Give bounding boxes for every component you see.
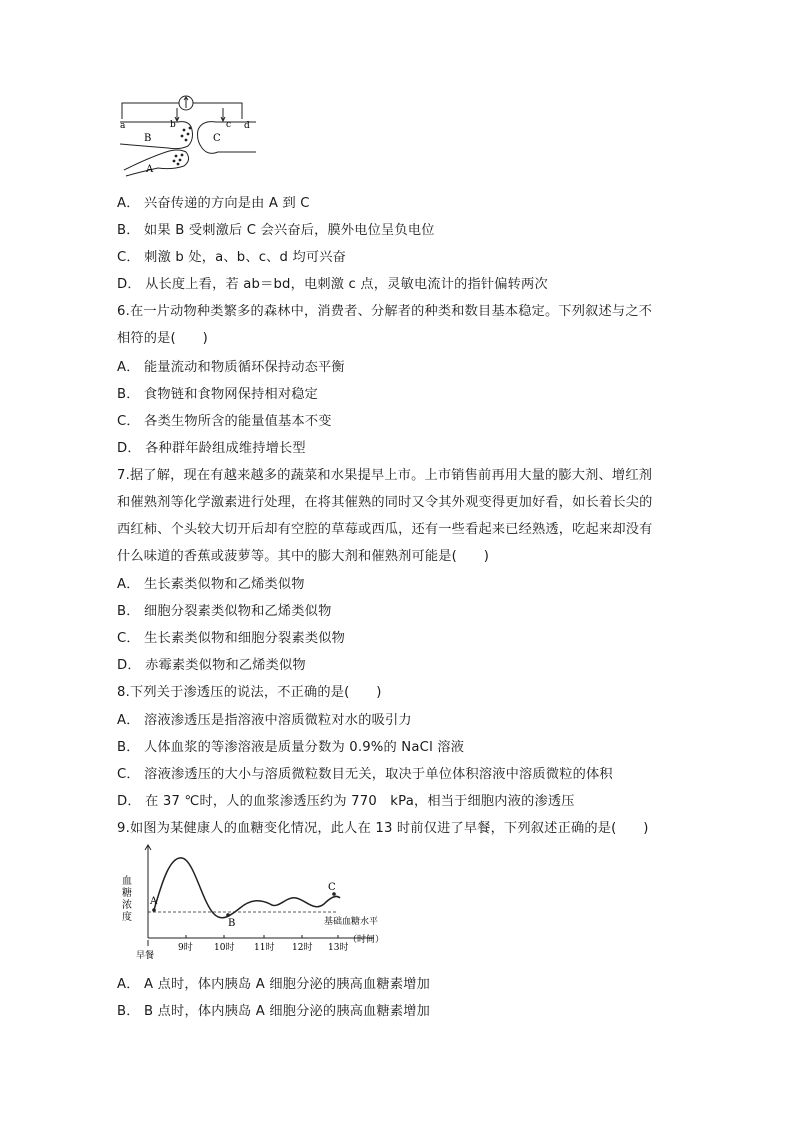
q8-stem: 8.下列关于渗透压的说法，不正确的是( ): [117, 685, 382, 700]
q7-stem-line2: 和催熟剂等化学激素进行处理，在将其催熟的同时又令其外观变得更加好看，如长着长尖的: [117, 495, 653, 510]
label-B: B: [144, 133, 152, 144]
q8-option-a: A． 溶液渗透压是指溶液中溶质微粒对水的吸引力: [117, 713, 412, 728]
point-c-label: C: [328, 882, 336, 893]
glucose-curve: [154, 858, 340, 918]
blood-glucose-figure: [118, 842, 398, 962]
q5-option-b: B． 如果 B 受刺激后 C 会兴奋后，膜外电位呈负电位: [117, 223, 435, 238]
q7-stem-line1: 7.据了解，现在有越来越多的蔬菜和水果提早上市。上市销售前再用大量的膨大剂、增红剂: [117, 468, 653, 483]
ylabel-3: 浓: [122, 900, 132, 911]
q7-stem-line4: 什么味道的香蕉或菠萝等。其中的膨大剂和催熟剂可能是( ): [117, 549, 490, 564]
tick-10: 10时: [214, 943, 235, 953]
q8-option-c: C． 溶液渗透压的大小与溶质微粒数目无关，取决于单位体积溶液中溶质微粒的体积: [117, 767, 613, 782]
q7-option-b: B． 细胞分裂素类似物和乙烯类似物: [117, 604, 332, 619]
label-A: A: [146, 164, 154, 175]
q6-option-d: D． 各种群年龄组成维持增长型: [117, 441, 306, 456]
q5-option-c: C． 刺激 b 处，a、b、c、d 均可兴奋: [117, 250, 347, 265]
ylabel-2: 糖: [122, 888, 132, 899]
synapse-diagram: [118, 94, 258, 178]
point-b-marker: [226, 913, 230, 917]
x-unit-label: （时间）: [348, 935, 385, 945]
q9-option-a: A． A 点时，体内胰岛 A 细胞分泌的胰高血糖素增加: [117, 977, 430, 992]
tick-9: 9时: [178, 943, 193, 953]
q9-stem: 9.如图为某健康人的血糖变化情况，此人在 13 时前仅进了早餐，下列叙述正确的是( ): [117, 821, 649, 836]
q7-option-d: D． 赤霉素类似物和乙烯类似物: [117, 658, 306, 673]
point-b-label: B: [228, 918, 236, 929]
q6-stem-line2: 相符的是( ): [117, 331, 209, 346]
point-a-label: A: [150, 896, 158, 907]
q6-option-a: A． 能量流动和物质循环保持动态平衡: [117, 360, 345, 375]
q5-option-a: A． 兴奋传递的方向是由 A 到 C: [117, 196, 310, 211]
breakfast-label: 早餐: [136, 951, 155, 961]
label-d: d: [244, 121, 250, 131]
q7-option-a: A． 生长素类似物和乙烯类似物: [117, 577, 305, 592]
q7-option-c: C． 生长素类似物和细胞分裂素类似物: [117, 631, 345, 646]
q8-option-d: D． 在 37 ℃时，人的血浆渗透压约为 770 kPa，相当于细胞内液的渗透压: [117, 794, 575, 809]
baseline-label: 基础血糖水平: [324, 917, 379, 927]
tick-13: 13时: [328, 943, 349, 953]
ylabel-4: 度: [122, 912, 132, 923]
label-b: b: [170, 120, 176, 130]
ylabel-1: 血: [122, 876, 132, 887]
label-c: c: [226, 120, 232, 130]
label-C: C: [213, 133, 221, 144]
q8-option-b: B． 人体血浆的等渗溶液是质量分数为 0.9%的 NaCl 溶液: [117, 740, 465, 755]
point-a-marker: [152, 908, 156, 912]
q6-option-c: C． 各类生物所含的能量值基本不变: [117, 414, 332, 429]
tick-12: 12时: [292, 943, 313, 953]
q5-option-d: D． 从长度上看，若 ab＝bd，电刺激 c 点，灵敏电流计的指针偏转两次: [117, 277, 548, 292]
tick-11: 11时: [254, 943, 275, 953]
q6-option-b: B． 食物链和食物网保持相对稳定: [117, 387, 319, 402]
q6-stem-line1: 6.在一片动物种类繁多的森林中，消费者、分解者的种类和数目基本稳定。下列叙述与之不: [117, 304, 653, 319]
q9-option-b: B． B 点时，体内胰岛 A 细胞分泌的胰高血糖素增加: [117, 1004, 431, 1019]
q7-stem-line3: 西红柿、个头较大切开后却有空腔的草莓或西瓜，还有一些看起来已经熟透，吃起来却没有: [117, 522, 653, 537]
label-a: a: [120, 121, 126, 131]
